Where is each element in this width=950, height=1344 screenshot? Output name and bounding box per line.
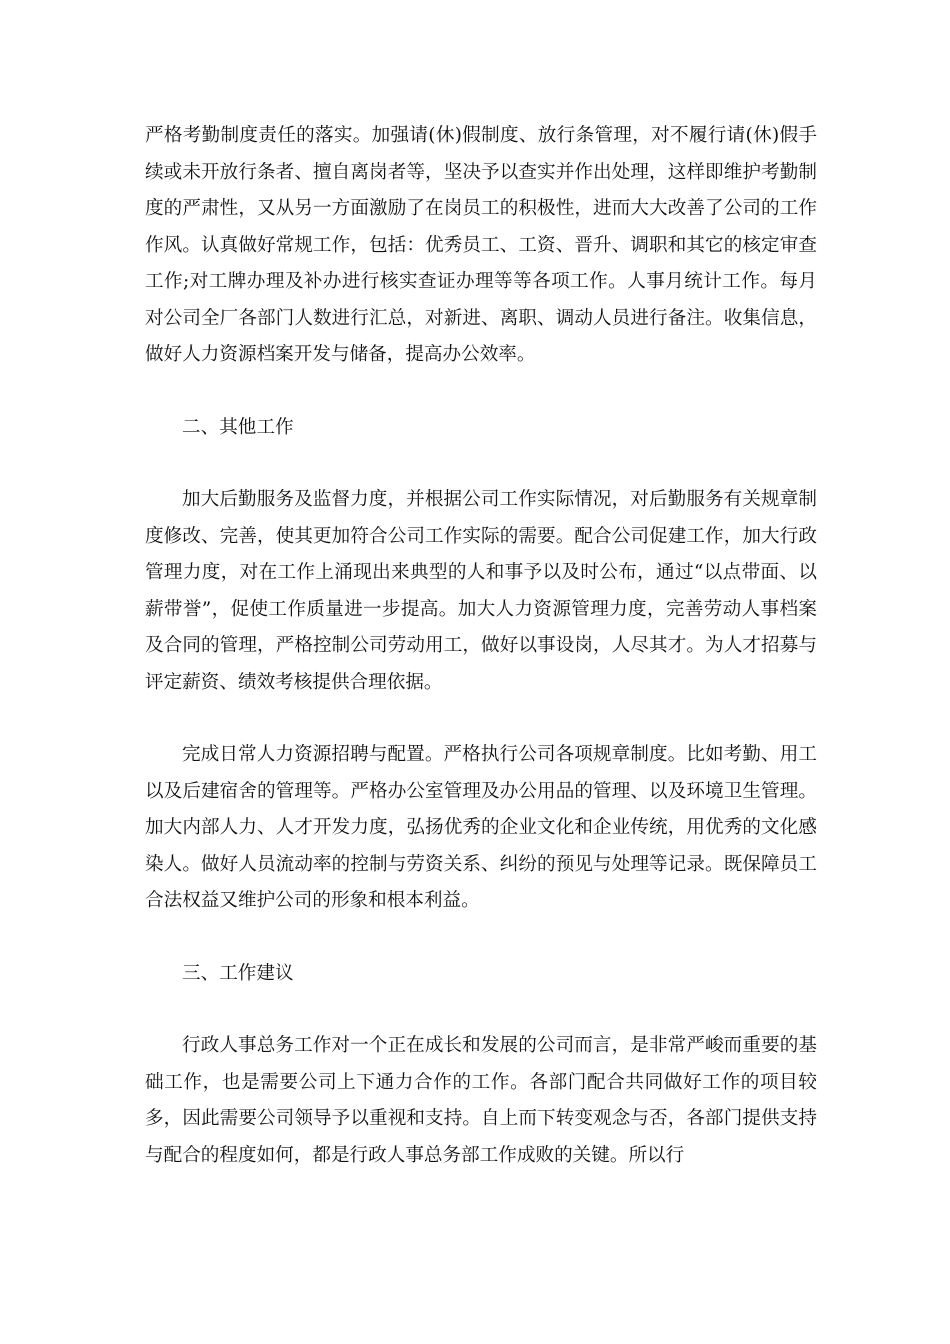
body-paragraph-2: 加大后勤服务及监督力度，并根据公司工作实际情况，对后勤服务有关规章制度修改、完善，使其更加符合公司工作实际的需要。配合公司促建工作，加大行政管理力度，对在工作上涌现出来典型的人和事予以及时公布，通过“以点带面、以薪带誉”，促使工作质量进一步提高。加大人力资源管理力度，完善劳动人事档案及合同的管理，严格控制公司劳动用工，做好以事设岗，人尽其才。为人才招募与评定薪资、绩效考核提供合理依据。 <box>145 489 817 693</box>
body-paragraph-3: 完成日常人力资源招聘与配置。严格执行公司各项规章制度。比如考勤、用工以及后建宿舍的管理等。严格办公室管理及办公用品的管理、以及环境卫生管理。加大内部人力、人才开发力度，弘扬优秀的企业文化和企业传统，用优秀的文化感染人。做好人员流动率的控制与劳资关系、纠纷的预见与处理等记录。既保障员工合法权益又维护公司的形象和根本利益。 <box>145 744 817 911</box>
paragraph-spacer <box>145 701 817 737</box>
section-heading-suggestions: 三、工作建议 <box>182 962 294 984</box>
body-paragraph-4: 行政人事总务工作对一个正在成长和发展的公司而言，是非常严峻而重要的基础工作，也是需要公司上下通力合作的工作。各部门配合共同做好工作的项目较多，因此需要公司领导予以重视和支持。自上而下转变观念与否，各部门提供支持与配合的程度如何，都是行政人事总务部工作成败的关键。所以行 <box>145 1035 817 1166</box>
paragraph-spacer <box>145 920 817 956</box>
document-page <box>145 118 817 1174</box>
body-paragraph-1: 严格考勤制度责任的落实。加强请(休)假制度、放行条管理，对不履行请(休)假手续或未开放行条者、擅自离岗者等，坚决予以查实并作出处理，这样即维护考勤制度的严肃性，又从另一方面激励了在岗员工的积极性，进而大大改善了公司的工作作风。认真做好常规工作，包括：优秀员工、工资、晋升、调职和其它的核定审查工作;对工牌办理及补办进行核实查证办理等等各项工作。人事月统计工作。每月对公司全厂各部门人数进行汇总，对新进、离职、调动人员进行备注。收集信息，做好人力资源档案开发与储备，提高办公效率。 <box>145 125 817 365</box>
section-heading-other-work: 二、其他工作 <box>182 416 294 438</box>
paragraph-spacer <box>145 446 817 482</box>
paragraph-spacer <box>145 992 817 1028</box>
paragraph-spacer <box>145 374 817 410</box>
